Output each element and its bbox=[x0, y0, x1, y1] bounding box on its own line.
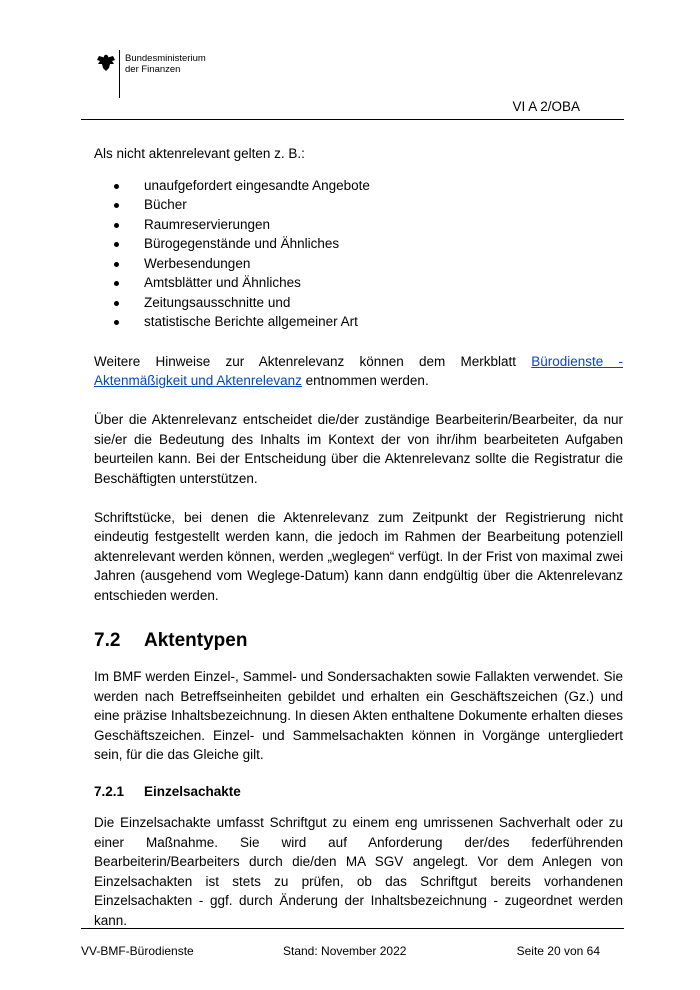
ministry-name-line2: der Finanzen bbox=[125, 64, 181, 75]
list-item bbox=[94, 176, 623, 196]
entscheidung-paragraph: Über die Aktenrelevanz entscheidet die/der zuständige Bearbeiterin/Bearbeiter, da nur sie/er die Bedeutung des Inhalts im Kontext der von ihr/ihm bearbeiteten Aufgaben beurteilen kann. Bei der Entscheidung über die Aktenrelevanz sollte die Registratur die Beschäftigten unterstützen. bbox=[94, 412, 623, 486]
subsection-number: 7.2.1 bbox=[94, 783, 125, 799]
list-item-text: Bürogegenstände und Ähnliches bbox=[144, 236, 340, 251]
hinweise-text-after: entnommen werden. bbox=[301, 373, 429, 388]
hinweise-paragraph bbox=[94, 352, 623, 391]
hinweise-text-before: Weitere Hinweise zur Aktenrelevanz können dem Merkblatt bbox=[94, 353, 532, 369]
bullet-icon bbox=[114, 301, 119, 306]
merkblatt-link[interactable]: Bürodienste - Aktenmäßigkeit und Aktenrelevanz bbox=[94, 353, 624, 388]
section-title: Aktentypen bbox=[144, 630, 248, 651]
federal-eagle-icon bbox=[96, 54, 116, 72]
intro-text: Als nicht aktenrelevant gelten z. B.: bbox=[94, 146, 305, 161]
list-item bbox=[94, 254, 623, 274]
list-item bbox=[94, 293, 623, 313]
list-item bbox=[94, 234, 623, 254]
bullet-icon bbox=[114, 242, 119, 247]
ministry-name-line1: Bundesministerium bbox=[125, 53, 206, 64]
subsection-heading bbox=[94, 782, 623, 802]
section-heading bbox=[94, 629, 623, 653]
list-item-text: unaufgefordert eingesandte Angebote bbox=[144, 177, 370, 193]
bullet-icon bbox=[114, 281, 119, 286]
einzelsachakte-paragraph: Die Einzelsachakte umfasst Schriftgut zu einem eng umrissenen Sachverhalt oder zu einer Maßnahme. Sie wird auf Anforderung der/des federführenden Bearbeiterin/Bearbeiters durch die/den MA SGV angelegt. Vor dem Anlegen von Einzelsachakten ist stets zu prüfen, ob das Schriftgut bereits vorhandenen Einzelsachakten - ggf. durch Änderung der Inhaltsbezeichnung - zugeordnet werden kann. bbox=[94, 815, 623, 928]
reference-code: VI A 2/OBA bbox=[512, 99, 580, 114]
footer-rule bbox=[81, 928, 624, 929]
list-item-text: Amtsblätter und Ähnliches bbox=[144, 275, 301, 290]
bullet-icon bbox=[114, 320, 119, 325]
list-item-text: Raumreservierungen bbox=[144, 216, 271, 232]
page-content bbox=[94, 144, 623, 930]
bullet-icon bbox=[114, 223, 119, 228]
header-rule bbox=[81, 119, 624, 120]
footer-document-name: VV-BMF-Bürodienste bbox=[81, 944, 194, 958]
section-number: 7.2 bbox=[94, 630, 121, 651]
list-item-text: Zeitungsausschnitte und bbox=[144, 294, 291, 310]
list-item bbox=[94, 195, 623, 215]
bullet-list bbox=[94, 176, 623, 332]
bullet-icon bbox=[114, 203, 119, 208]
aktentypen-paragraph: Im BMF werden Einzel-, Sammel- und Sondersachakten sowie Fallakten verwendet. Sie werden nach Betreffseinheiten gebildet und erhalten ein Geschäftszeichen (Gz.) und eine präzise Inhaltsbezeichnung. In diesen Akten enthaltene Dokumente erhalten dieses Geschäftszeichen. Einzel- und Sammelsachakten können in Vorgänge untergliedert sein, für die das Gleiche gilt. bbox=[94, 669, 623, 762]
subsection-title: Einzelsachakte bbox=[144, 783, 241, 799]
list-item-text: statistische Berichte allgemeiner Art bbox=[144, 314, 358, 329]
bullet-icon bbox=[114, 262, 119, 267]
footer-page-number: Seite 20 von 64 bbox=[516, 944, 600, 958]
logo-divider bbox=[119, 50, 120, 98]
list-item bbox=[94, 273, 623, 293]
list-item-text: Werbesendungen bbox=[144, 255, 251, 271]
bullet-icon bbox=[114, 184, 119, 189]
list-item-text: Bücher bbox=[144, 197, 187, 212]
footer-date: Stand: November 2022 bbox=[283, 944, 407, 958]
schriftstuecke-paragraph: Schriftstücke, bei denen die Aktenrelevanz zum Zeitpunkt der Registrierung nicht eindeutig festgestellt werden kann, die jedoch im Rahmen der Bearbeitung potenziell aktenrelevant werden können, werden „weglegen“ verfügt. In der Frist von maximal zwei Jahren (ausgehend vom Weglege-Datum) kann dann endgültig über die Aktenrelevanz entschieden werden. bbox=[94, 509, 623, 603]
ministry-name bbox=[125, 53, 206, 75]
list-item bbox=[94, 312, 623, 332]
list-item bbox=[94, 215, 623, 235]
